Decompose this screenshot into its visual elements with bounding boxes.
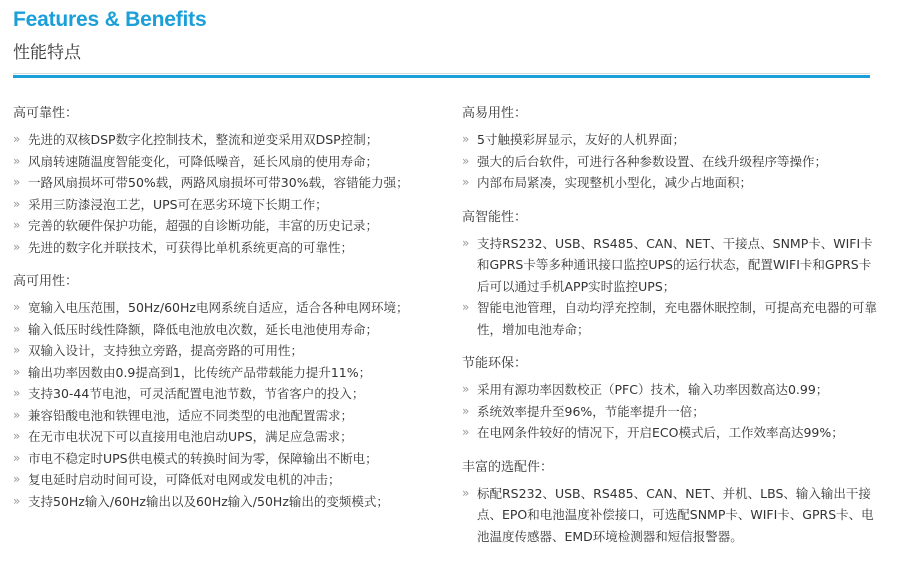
page-title-en: Features & Benefits (13, 8, 207, 31)
feature-item (13, 426, 443, 448)
feature-item (13, 491, 443, 513)
feature-item-text: 采用有源功率因数校正（PFC）技术，输入功率因数高达0.99； (477, 382, 829, 397)
double-chevron-right-icon: » (13, 321, 21, 336)
double-chevron-right-icon: » (13, 218, 21, 232)
page-title-cn: 性能特点 (13, 43, 81, 63)
feature-section (462, 458, 882, 548)
double-chevron-right-icon: » (462, 403, 470, 418)
double-chevron-right-icon: » (462, 425, 470, 439)
feature-item (13, 237, 443, 259)
feature-item-text: 兼容铅酸电池和铁锂电池，适应不同类型的电池配置需求； (28, 407, 354, 423)
feature-section (13, 272, 443, 512)
double-chevron-right-icon: » (462, 153, 470, 168)
section-heading: 节能环保： (462, 356, 528, 371)
feature-item-text: 先进的数字化并联技术，可获得比单机系统更高的可靠性； (28, 239, 354, 255)
feature-item (13, 383, 443, 405)
double-chevron-right-icon: » (13, 343, 21, 357)
feature-item-text: 风扇转速随温度智能变化，可降低噪音，延长风扇的使用寿命； (28, 153, 379, 169)
feature-item-text: 支持RS232、USB、RS485、CAN、NET、干接点、SNMP卡、WIFI卡和GPRS卡等多种通讯接口监控UPS的运行状态，配置WIFI卡和GPRS卡后可以通过手机APP实时监控UPS； (477, 235, 873, 294)
feature-item (462, 172, 882, 194)
feature-item-text: 支持50Hz输入/60Hz输出以及60Hz输入/50Hz输出的变频模式； (28, 493, 389, 509)
feature-item-text: 先进的双核DSP数字化控制技术，整流和逆变采用双DSP控制； (28, 132, 379, 147)
feature-item (462, 483, 882, 548)
feature-item (13, 469, 443, 491)
feature-item-text: 市电不稳定时UPS供电模式的转换时间为零，保障输出不断电； (28, 450, 378, 466)
feature-item (13, 129, 443, 151)
feature-item-text: 在无市电状况下可以直接用电池启动UPS，满足应急需求； (28, 429, 353, 444)
feature-item-text: 输入低压时线性降额，降低电池放电次数，延长电池使用寿命； (28, 321, 379, 337)
feature-item-text: 系统效率提升至96%，节能率提升一倍； (477, 403, 705, 419)
feature-item-text: 一路风扇损坏可带50%载，两路风扇损坏可带30%载，容错能力强； (28, 175, 409, 190)
double-chevron-right-icon: » (13, 472, 21, 486)
double-chevron-right-icon: » (13, 153, 21, 168)
feature-section (13, 104, 443, 258)
header-divider-thin (13, 73, 870, 74)
feature-section (462, 354, 882, 444)
feature-item-text: 标配RS232、USB、RS485、CAN、NET、并机、LBS、输入输出干接点、EPO和电池温度补偿接口，可选配SNMP卡、WIFI卡、GPRS卡、电池温度传感器、EMD环境检测器和短信报警器。 (477, 485, 874, 544)
double-chevron-right-icon: » (462, 300, 470, 314)
feature-item-text: 5寸触摸彩屏显示，友好的人机界面； (477, 132, 685, 147)
feature-item (462, 401, 882, 423)
feature-item-text: 采用三防漆浸泡工艺，UPS可在恶劣环境下长期工作； (28, 196, 328, 212)
double-chevron-right-icon: » (13, 450, 21, 465)
double-chevron-right-icon: » (13, 132, 21, 146)
double-chevron-right-icon: » (13, 429, 21, 443)
feature-item-text: 宽输入电压范围，50Hz/60Hz电网系统自适应，适合各种电网环境； (28, 300, 409, 315)
feature-section (462, 104, 882, 194)
double-chevron-right-icon: » (462, 132, 470, 146)
feature-item-text: 输出功率因数由0.9提高到1，比传统产品带载能力提升11%； (28, 364, 372, 380)
double-chevron-right-icon: » (462, 485, 470, 500)
double-chevron-right-icon: » (13, 196, 21, 211)
section-heading: 高可用性： (13, 274, 79, 289)
feature-item (462, 422, 882, 444)
section-heading: 高可靠性： (13, 106, 79, 121)
section-heading: 高智能性： (462, 209, 528, 225)
double-chevron-right-icon: » (13, 364, 21, 379)
feature-item (13, 215, 443, 237)
feature-item (13, 151, 443, 173)
feature-item-text: 双输入设计，支持独立旁路，提高旁路的可用性； (28, 343, 304, 358)
feature-item-text: 在电网条件较好的情况下，开启ECO模式后，工作效率高达99%； (477, 425, 844, 440)
feature-item (13, 319, 443, 341)
feature-item (462, 233, 882, 298)
feature-item-text: 复电延时启动时间可设，可降低对电网或发电机的冲击； (28, 472, 341, 487)
feature-item (462, 129, 882, 151)
feature-item-text: 内部布局紧凑，实现整机小型化，减少占地面积； (477, 175, 753, 190)
feature-item (13, 194, 443, 216)
feature-item (13, 405, 443, 427)
right-column (462, 104, 882, 561)
feature-item (13, 297, 443, 319)
double-chevron-right-icon: » (13, 407, 21, 422)
section-heading: 丰富的选配件： (462, 459, 554, 475)
section-heading: 高易用性： (462, 106, 528, 121)
left-column (13, 104, 443, 526)
feature-item (462, 379, 882, 401)
header-divider-accent (13, 75, 870, 78)
feature-item (13, 172, 443, 194)
feature-item-text: 智能电池管理，自动均浮充控制，充电器休眠控制，可提高充电器的可靠性，增加电池寿命； (477, 300, 878, 337)
double-chevron-right-icon: » (13, 386, 21, 400)
double-chevron-right-icon: » (462, 175, 470, 189)
double-chevron-right-icon: » (462, 382, 470, 396)
double-chevron-right-icon: » (13, 300, 21, 314)
feature-item (13, 340, 443, 362)
feature-section (462, 208, 882, 341)
feature-item-text: 完善的软硬件保护功能，超强的自诊断功能，丰富的历史记录； (28, 218, 379, 233)
feature-item (13, 448, 443, 470)
double-chevron-right-icon: » (13, 493, 21, 508)
feature-item (462, 297, 882, 340)
feature-item (13, 362, 443, 384)
feature-item-text: 支持30-44节电池，可灵活配置电池节数，节省客户的投入； (28, 386, 365, 401)
double-chevron-right-icon: » (13, 239, 21, 254)
double-chevron-right-icon: » (462, 235, 470, 250)
double-chevron-right-icon: » (13, 175, 21, 189)
feature-item-text: 强大的后台软件，可进行各种参数设置、在线升级程序等操作； (477, 153, 828, 169)
feature-item (462, 151, 882, 173)
